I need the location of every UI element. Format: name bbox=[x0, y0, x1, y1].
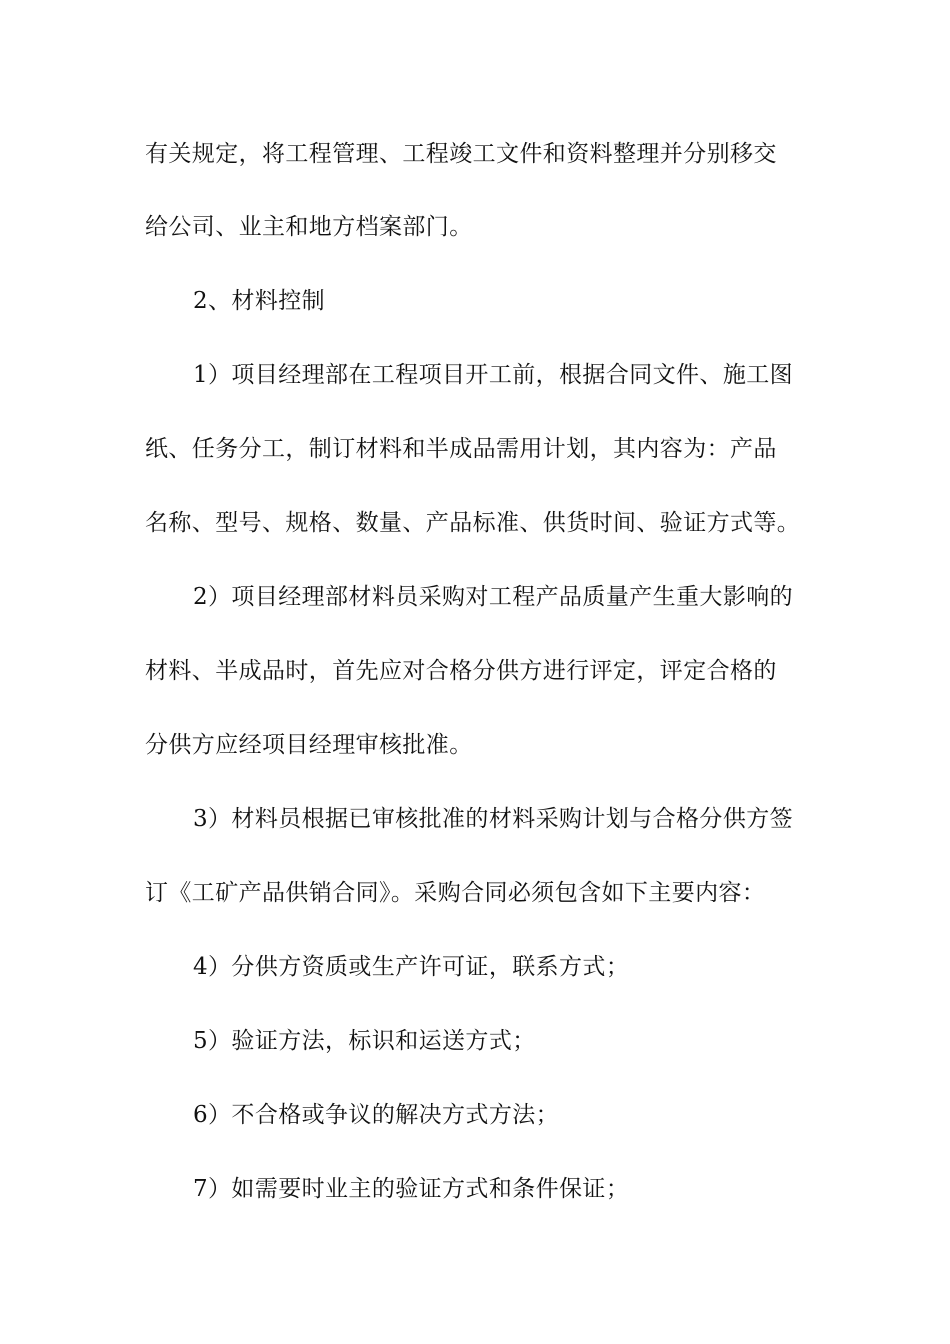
text-line: 有关规定，将工程管理、工程竣工文件和资料整理并分别移交 bbox=[145, 141, 777, 167]
text-line: 分供方应经项目经理审核批准。 bbox=[145, 732, 473, 758]
text-line: 材料、半成品时，首先应对合格分供方进行评定，评定合格的 bbox=[145, 658, 777, 684]
list-item: 5）验证方法，标识和运送方式； bbox=[193, 1028, 536, 1054]
list-item: 7）如需要时业主的验证方式和条件保证； bbox=[193, 1176, 630, 1202]
text-line: 给公司、业主和地方档案部门。 bbox=[145, 214, 473, 240]
section-heading: 2、材料控制 bbox=[193, 288, 326, 314]
text-line: 订《工矿产品供销合同》。采购合同必须包含如下主要内容： bbox=[145, 880, 766, 906]
text-line: 纸、任务分工，制订材料和半成品需用计划，其内容为：产品 bbox=[145, 436, 777, 462]
list-item: 4）分供方资质或生产许可证，联系方式； bbox=[193, 954, 630, 980]
text-line: 名称、型号、规格、数量、产品标准、供货时间、验证方式等。 bbox=[145, 510, 801, 536]
list-item: 6）不合格或争议的解决方式方法； bbox=[193, 1102, 560, 1128]
list-item: 1）项目经理部在工程项目开工前，根据合同文件、施工图 bbox=[193, 362, 794, 388]
list-item: 2）项目经理部材料员采购对工程产品质量产生重大影响的 bbox=[193, 584, 794, 610]
list-item: 3）材料员根据已审核批准的材料采购计划与合格分供方签 bbox=[193, 806, 794, 832]
